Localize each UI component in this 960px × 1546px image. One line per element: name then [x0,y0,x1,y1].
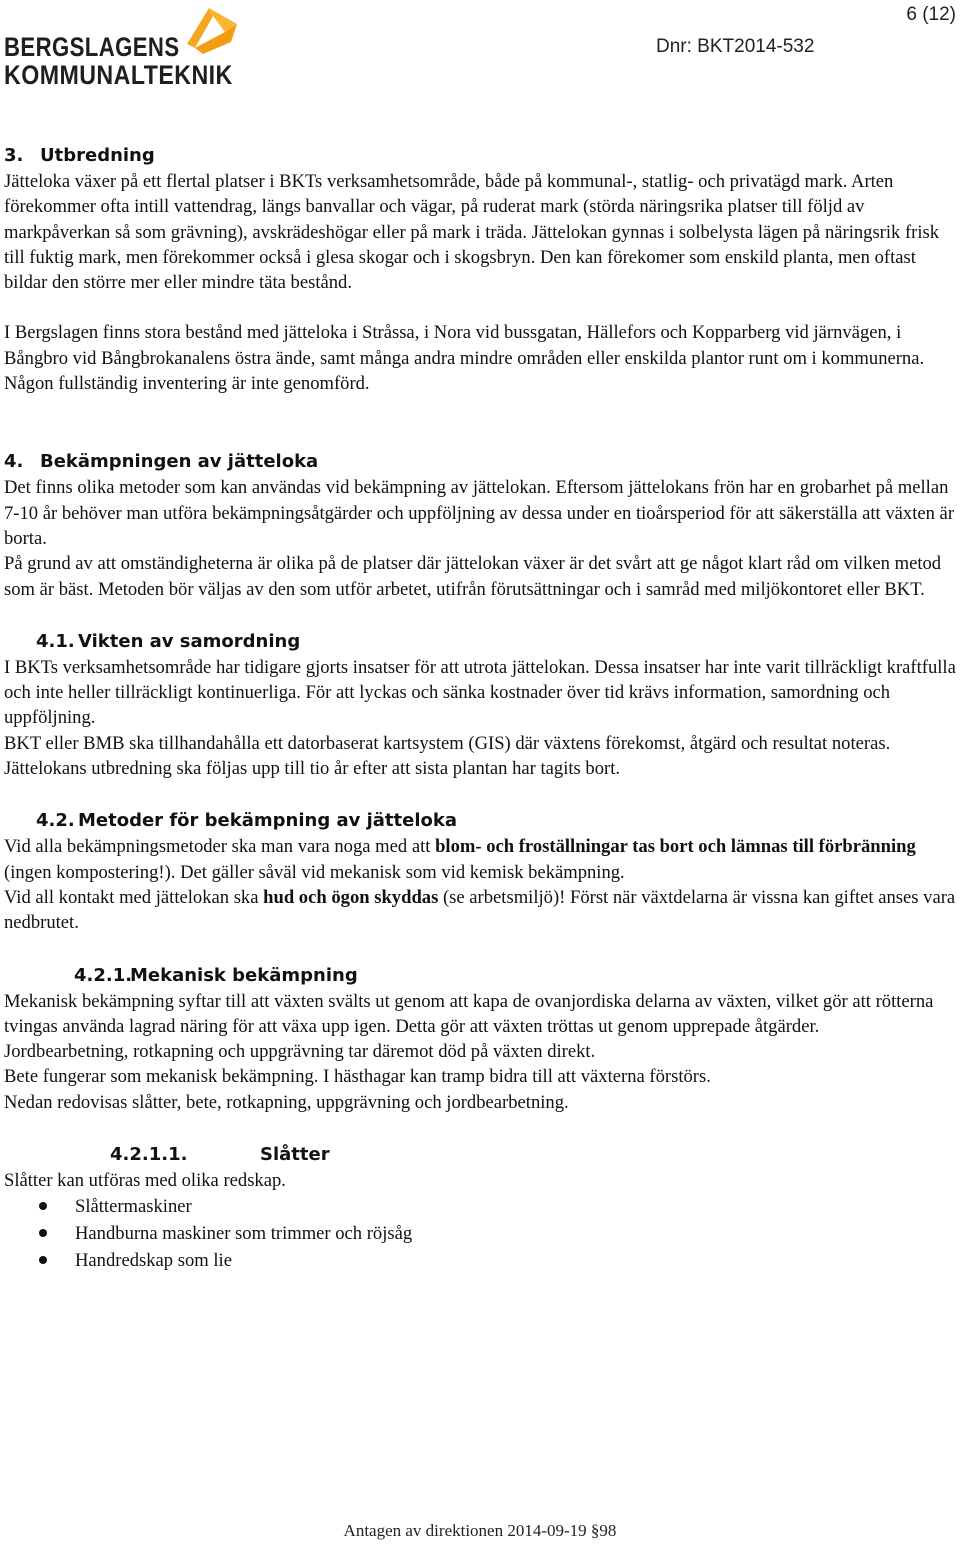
heading-number: 4.2.1.1. [110,1144,188,1166]
paragraph: På grund av att omständigheterna är olika på de platser där jättelokan växer är det svårt att ge något klart råd om vilken metod som är bäst. Metoden bör väljas av den som utför arbetet, utifrån förutsättningar och i samråd med miljökontoret eller BKT. [4,553,942,600]
document-number: Dnr: BKT2014-532 [656,36,815,57]
paragraph: Nedan redovisas slåtter, bete, rotkapning, uppgrävning och jordbearbetning. [4,1091,569,1113]
heading-mekanisk [4,963,956,989]
emphasis-text: hud och ögon skyddas [263,886,439,908]
heading-number: 3. [4,145,24,166]
heading-text: Metoder för bekämpning av jätteloka [78,810,458,832]
list-item: Handredskap som lie [4,1247,956,1274]
logo-line-2: KOMMUNALTEKNIK [4,60,233,90]
paragraph [4,885,956,936]
paragraph: Jätteloka växer på ett flertal platser i BKTs verksamhetsområde, både på kommunal-, statlig- och privatägd mark. Arten förekommer ofta intill vattendrag, längs banvallar och vägar, på ruderat mark (störda näringsrika platser till följd av markpåverkan så som grävning), avskrädeshögar eller på mark i träda. Jättelokan gynnas i solbelysta lägen på näringsrik frisk till fuktig mark, men förekommer också i glesa skogar och i skogsbryn. Den kan förekomer som enskild planta, men oftast bildar den större mer eller mindre täta bestånd. [4,171,940,294]
heading-text: Mekanisk bekämpning [130,964,358,986]
list-item: Slåttermaskiner [4,1193,956,1220]
heading-metoder [4,808,956,834]
logo-mark-icon [179,4,241,56]
heading-text: Bekämpningen av jätteloka [40,451,319,473]
paragraph: BKT eller BMB ska tillhandahålla ett datorbaserat kartsystem (GIS) där växtens förekomst, åtgärd och resultat noteras. Jättelokans utbredning ska följas upp till tio år efter att sista plantan har tagits bort. [4,732,891,780]
emphasis-text: blom- och froställningar tas bort och lämnas till förbränning [435,836,916,858]
bullet-list [4,1193,956,1274]
heading-text: Vikten av samordning [78,630,301,652]
paragraph [4,834,956,885]
text-run: Vid all kontakt med jättelokan ska [4,886,264,908]
document-body [4,143,956,1274]
heading-bekampning [4,449,956,475]
page-number: 6 (12) [906,4,956,25]
heading-utbredning [4,143,956,169]
paragraph: I BKTs verksamhetsområde har tidigare gjorts insatser för att utrota jättelokan. Dessa insatser har inte varit tillräckligt kraftfulla och inte heller tillräckligt kontinuerliga. För att lyckas och sänka kostnader över tid krävs information, samordning och uppföljning. [4,656,956,729]
paragraph: Slåtter kan utföras med olika redskap. [4,1170,286,1192]
paragraph: Mekanisk bekämpning syftar till att växten svälts ut genom att kapa de ovanjordiska delarna av växten, vilket gör att rötterna tvingas använda lagrad näring för att växa upp igen. Detta gör att växten tröttas ut genom upprepade åtgärder. [4,990,934,1037]
page-footer: Antagen av direktionen 2014-09-19 §98 [343,1521,617,1540]
heading-text: Utbredning [40,145,155,166]
heading-slatter [4,1142,956,1168]
heading-samordning [4,629,956,655]
heading-number: 4. [4,451,24,473]
paragraph: Det finns olika metoder som kan användas vid bekämpning av jättelokan. Eftersom jättelokans frön har en grobarhet på mellan 7-10 år behöver man utföra bekämpningsåtgärder och uppföljning av dessa under en tioårsperiod för att säkerställa att växten är borta. [4,477,955,549]
heading-number: 4.1. [36,630,75,652]
paragraph: Jordbearbetning, rotkapning och uppgrävning tar däremot död på växten direkt. [4,1041,596,1063]
text-run: Vid alla bekämpningsmetoder ska man vara noga med att [4,836,436,858]
logo-line-1: BERGSLAGENS [4,32,180,62]
text-run: (ingen kompostering!). Det gäller såväl vid mekanisk som vid kemisk bekämpning. [4,861,625,883]
heading-text: Slåtter [260,1144,330,1166]
company-logo [4,4,236,90]
heading-number: 4.2.1. [74,964,133,986]
paragraph: I Bergslagen finns stora bestånd med jätteloka i Stråssa, i Nora vid bussgatan, Hällefors och Kopparberg vid järnvägen, i Bångbro vid Bångbrokanalens östra ände, samt många andra mindre områden eller enskilda plantor runt om i kommunerna. Någon fullständig inventering är inte genomförd. [4,322,925,395]
heading-number: 4.2. [36,810,75,832]
text-run: (se arbetsmiljö)! Först när växtdelarna är vissna kan giftet anses vara nedbrutet. [4,886,956,934]
list-item: Handburna maskiner som trimmer och röjsåg [4,1220,956,1247]
paragraph: Bete fungerar som mekanisk bekämpning. I hästhagar kan tramp bidra till att växterna förstörs. [4,1066,711,1088]
